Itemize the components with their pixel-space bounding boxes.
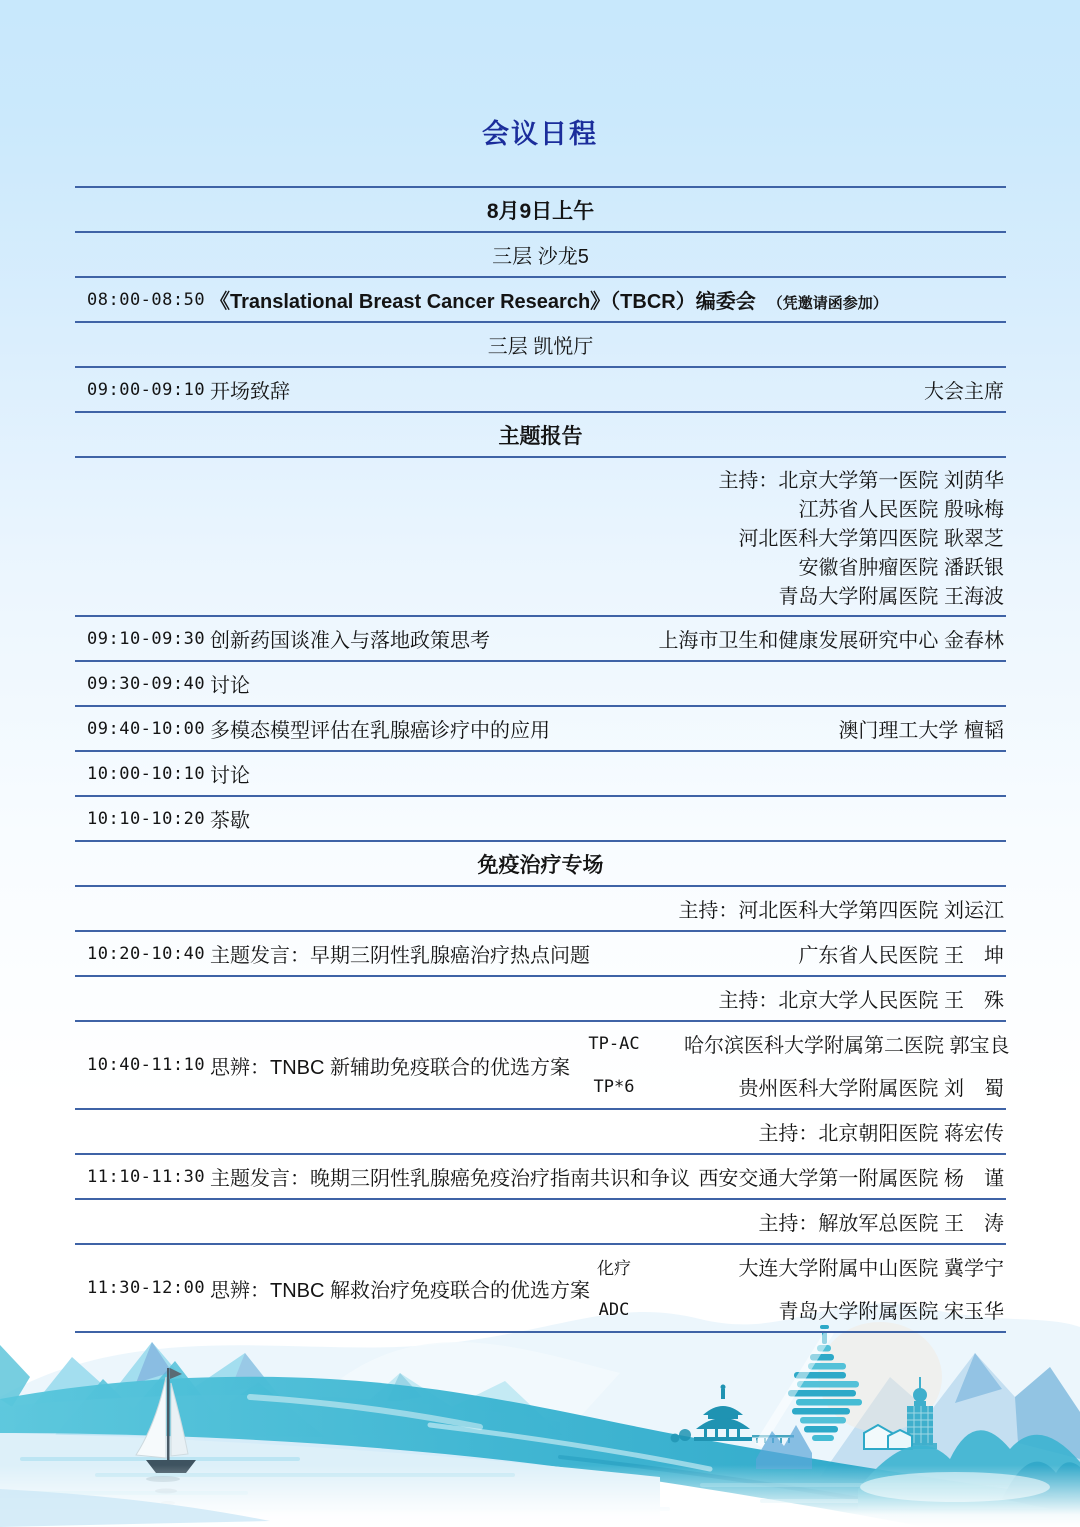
time-range: 08:00-08:50 xyxy=(87,289,206,310)
chair-line: 主持：河北医科大学第四医院 刘运江 xyxy=(678,900,1004,922)
section-title: 主题报告 xyxy=(498,424,583,448)
speaker: 大会主席 xyxy=(924,381,1004,403)
debate-options xyxy=(544,1245,1004,1331)
session-title: 讨论 xyxy=(210,765,250,787)
debate-option xyxy=(544,1022,1010,1065)
regimen-tag: TP-AC xyxy=(588,1033,640,1054)
agenda-row-early-tnbc xyxy=(75,930,1006,975)
session-title: 思辨：TNBC 解救治疗免疫联合的优选方案 xyxy=(210,1279,590,1302)
session-title: 主题发言：早期三阴性乳腺癌治疗热点问题 xyxy=(210,945,590,967)
regimen-tag: ADC xyxy=(598,1299,630,1320)
venue-row-salon xyxy=(75,231,1006,276)
time-range: 10:40-11:10 xyxy=(87,1055,206,1075)
time-range: 11:30-12:00 xyxy=(87,1278,206,1298)
session-date-row xyxy=(75,186,1006,231)
session-title: 主题发言：晚期三阴性乳腺癌免疫治疗指南共识和争议 xyxy=(210,1168,690,1190)
debate-option xyxy=(544,1245,1004,1288)
invitation-note: （凭邀请函参加） xyxy=(767,295,888,312)
session-title: 讨论 xyxy=(210,675,250,697)
section-header-keynote xyxy=(75,411,1006,456)
session-date: 8月9日上午 xyxy=(486,199,595,223)
speaker: 广东省人民医院 王 坤 xyxy=(798,945,1004,967)
agenda-row-editorial-meeting xyxy=(75,276,1006,321)
speaker: 大连大学附属中山医院 冀学宁 xyxy=(738,1258,1004,1280)
session-title-cell xyxy=(210,285,1004,314)
debate-option xyxy=(544,1065,1004,1108)
regimen-tag: 化疗 xyxy=(597,1259,631,1279)
agenda-row-discussion-1 xyxy=(75,660,1006,705)
chair-line: 安徽省肿瘤医院 潘跃银 xyxy=(798,557,1004,579)
time-range: 10:20-10:40 xyxy=(87,943,206,964)
time-range: 09:10-09:30 xyxy=(87,628,206,649)
chair-line: 江苏省人民医院 殷咏梅 xyxy=(798,499,1004,521)
speaker: 西安交通大学第一附属医院 杨 谨 xyxy=(698,1168,1004,1190)
agenda-row-opening xyxy=(75,366,1006,411)
chair-line: 主持：北京大学人民医院 王 殊 xyxy=(718,990,1004,1012)
time-range: 09:30-09:40 xyxy=(87,673,206,694)
venue-label: 三层 沙龙5 xyxy=(492,246,589,268)
agenda-row-tea-break xyxy=(75,795,1006,840)
session-title: 茶歇 xyxy=(210,810,250,832)
agenda-row-multimodal xyxy=(75,705,1006,750)
time-range: 11:10-11:30 xyxy=(87,1166,206,1187)
debate-option xyxy=(544,1288,1004,1331)
section-header-immunotherapy xyxy=(75,840,1006,885)
time-range: 09:40-10:00 xyxy=(87,718,206,739)
speaker: 青岛大学附属医院 宋玉华 xyxy=(778,1301,1004,1323)
debate-row-neoadjuvant xyxy=(75,1020,1010,1108)
page-title: 会议日程 xyxy=(482,119,598,149)
venue-label: 三层 凯悦厅 xyxy=(487,336,594,358)
session-title: 多模态模型评估在乳腺癌诊疗中的应用 xyxy=(210,720,550,742)
debate-row-salvage xyxy=(75,1243,1006,1331)
debate-options xyxy=(544,1022,1010,1108)
chair-line: 主持：北京朝阳医院 蒋宏传 xyxy=(758,1123,1004,1145)
chair-line: 河北医科大学第四医院 耿翠芝 xyxy=(738,528,1004,550)
agenda-table xyxy=(75,186,1010,1333)
speaker: 贵州医科大学附属医院 刘 蜀 xyxy=(738,1078,1004,1100)
section-title: 免疫治疗专场 xyxy=(477,853,604,877)
chair-line: 青岛大学附属医院 王海波 xyxy=(778,586,1004,608)
venue-row-hyatt-hall xyxy=(75,321,1006,366)
chair-line: 主持：北京大学第一医院 刘荫华 xyxy=(718,470,1004,492)
speaker: 哈尔滨医科大学附属第二医院 郭宝良 xyxy=(684,1035,1010,1057)
chair-line: 主持：解放军总医院 王 涛 xyxy=(758,1213,1004,1235)
chair-row-4 xyxy=(75,1198,1006,1243)
chair-row-2 xyxy=(75,975,1006,1020)
regimen-tag: TP*6 xyxy=(593,1076,635,1097)
chair-row-3 xyxy=(75,1108,1006,1153)
session-title: 开场致辞 xyxy=(210,381,290,403)
time-range: 10:00-10:10 xyxy=(87,763,206,784)
session-title: 思辨：TNBC 新辅助免疫联合的优选方案 xyxy=(210,1056,570,1079)
session-title: 创新药国谈准入与落地政策思考 xyxy=(210,630,490,652)
chair-row-1 xyxy=(75,885,1006,930)
speaker: 上海市卫生和健康发展研究中心 金春林 xyxy=(658,630,1004,652)
agenda-row-policy xyxy=(75,615,1006,660)
chairs-block xyxy=(75,456,1006,615)
speaker: 澳门理工大学 檀韬 xyxy=(838,720,1004,742)
time-range: 10:10-10:20 xyxy=(87,808,206,829)
time-range: 09:00-09:10 xyxy=(87,379,206,400)
session-title: 《Translational Breast Cancer Research》（TBCR）编委会 xyxy=(210,291,756,313)
agenda-row-advanced-tnbc xyxy=(75,1153,1006,1198)
agenda-row-discussion-2 xyxy=(75,750,1006,795)
